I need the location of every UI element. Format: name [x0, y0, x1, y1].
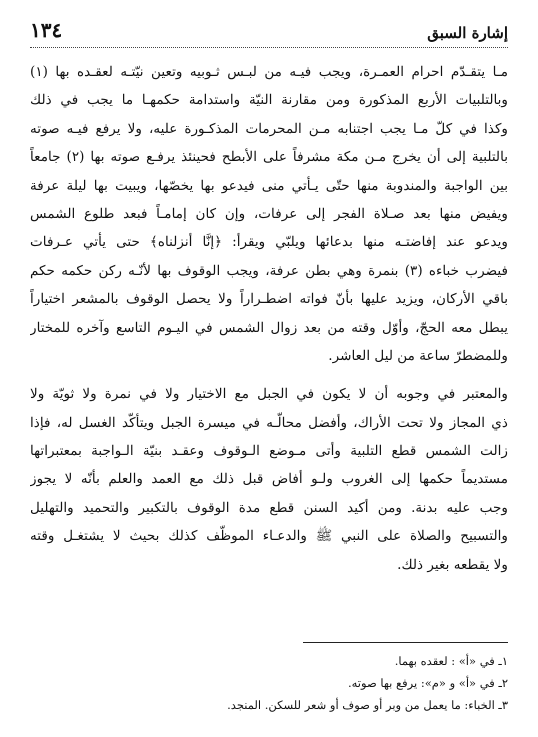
text-line: ولا يقطعه بغير ذلك. — [397, 556, 508, 573]
footnotes — [30, 650, 508, 716]
text-line: ويدعو عند إفاضتـه منها بدعائها ويلبّي ويقرأ: ﴿إنَّا أنزلناه﴾ حتى يأتي عـرفات — [30, 234, 508, 251]
page-header — [30, 18, 508, 42]
text-line: والمعتبر في وجوبه أن لا يكون في الجبل مع الاختيار ولا في نمرة ولا ثويّة ولا — [30, 386, 508, 403]
footnote: ٣ـ الخباء: ما يعمل من وبر أو صوف أو شعر للسكن. المنجد. — [227, 698, 508, 712]
text-line: مستديماً حكمها إلى الغروب ولـو أفاض قبل ذلك مع العمد والعلم بأنّه لا يجوز — [30, 471, 508, 488]
text-line: وبالتلبيات الأربع المذكورة ومن مقارنة النيّة واستدامة حكمهـا ما يجب في ذلك — [30, 92, 508, 109]
main-text — [30, 58, 508, 579]
text-line: يبطل معه الحجّ، وأوّل وقته من بعد زوال الشمس في اليـوم التاسع وآخره للمختار — [30, 319, 508, 336]
text-line: وللمضطرّ ساعة من ليل العاشر. — [328, 347, 508, 364]
text-line: بين الواجبة والمندوبة منها حتّى يـأتي منى فيدعو بها يخصّها، ويبيت بها ليلة عرفة — [30, 177, 508, 194]
header-divider — [30, 47, 508, 48]
text-line: ذي المجاز ولا تحت الأراك، وأفضل محالّـه في ميسرة الجبل ويتأكّد الغسل له، فإذا — [30, 414, 508, 431]
footnote: ٢ـ في «أ» و «م»: يرفع بها صوته. — [347, 676, 508, 690]
text-line: والتسبيح والصلاة على النبي ﷺ والدعـاء الموظّف كذلك بحيث لا يشتغـل وقته — [30, 528, 508, 545]
text-line: فيضرب خباءه (٣) بنمرة وهي بطن عرفة، ويجب الوقوف بها لأنّـه ركن حكمه حكم — [30, 262, 508, 279]
text-line: زالت الشمس قطع التلبية وأتى مـوضع الـوقوف وعقـد بنيّة الـواجبة بمعتبراتها — [30, 443, 508, 460]
text-line: بالتلبية إلى أن يخرج مـن مكة مشرفاً على الأبطح فحينئذ يرفـع صوته بها (٢) جامعاً — [30, 149, 508, 166]
running-title: إشارة السبق — [427, 24, 508, 42]
page-number: ١٣٤ — [30, 18, 63, 42]
text-line: ويفيض منها بعد صـلاة الفجر إلى عرفات، وإن كان إمامـاً فبعد طلوع الشمس — [30, 205, 508, 222]
text-line: وكذا في كلّ مـا يجب اجتنابه مـن المحرمات المذكـورة عليه، ولا يرفع فيـه صوته — [30, 120, 508, 137]
text-line: باقي الأركان، ويزيد عليها بأنّ فواته اضطـراراً ولا يحصل الوقوف بالمشعر اختياراً — [30, 291, 508, 308]
footnote-divider — [303, 642, 508, 643]
paragraph-spacer — [30, 370, 508, 380]
footnote: ١ـ في «أ» : لعقده بهما. — [394, 654, 508, 668]
text-line: مـا يتقـدّم احرام العمـرة، ويجب فيـه من لبـس ثـوبيه وتعين نيّتـه لعقـده بها (١) — [30, 64, 508, 80]
paragraph-2 — [30, 380, 508, 579]
text-line: وجب عليه بدنة. ومن أكيد السنن قطع مدة الوقوف بالتكبير والتحميد والتهليل — [30, 499, 508, 516]
paragraph-1 — [30, 58, 508, 370]
